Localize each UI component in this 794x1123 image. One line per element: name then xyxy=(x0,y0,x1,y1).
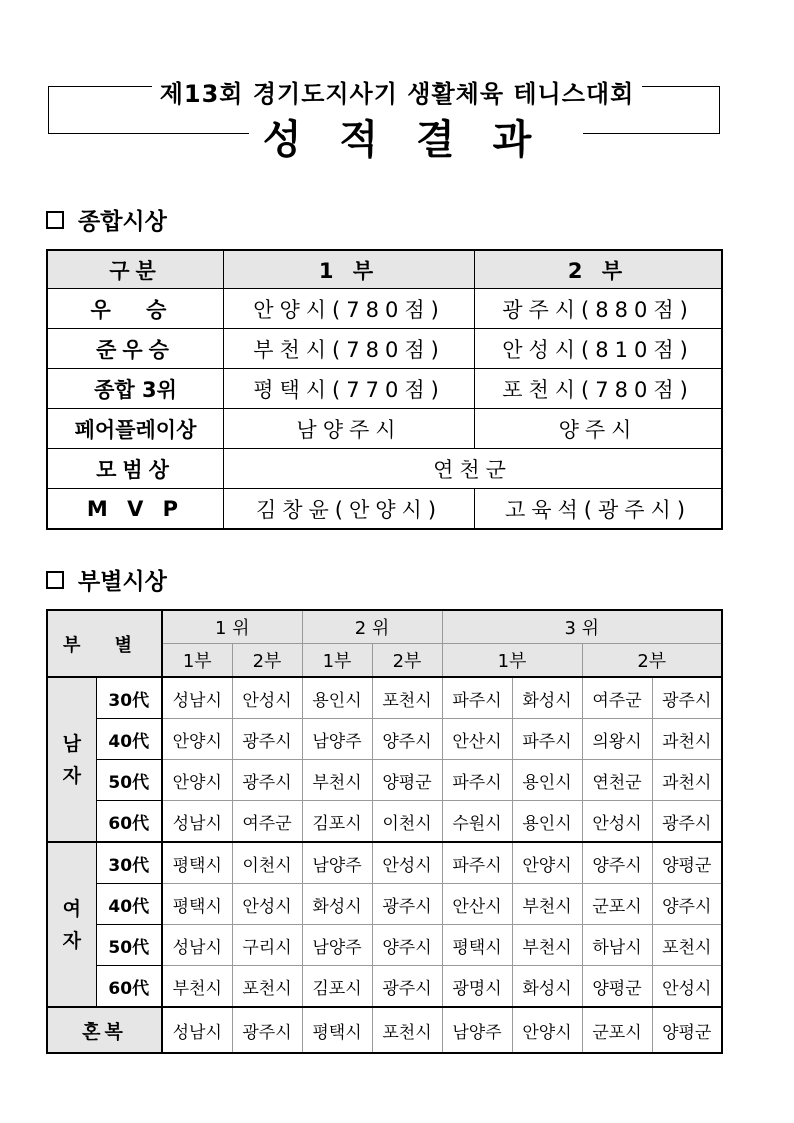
city-cell: 안성시 xyxy=(232,677,302,719)
city-cell: 광주시 xyxy=(232,760,302,801)
city-cell: 광주시 xyxy=(232,1007,302,1053)
group-label-char: 자 xyxy=(62,764,81,787)
mixed-section xyxy=(47,1007,722,1053)
city-cell: 하남시 xyxy=(582,925,652,966)
women-group-label xyxy=(47,842,96,1007)
cell-div1: 평택시(770점) xyxy=(224,369,475,409)
city-cell: 안산시 xyxy=(442,719,512,760)
city-cell: 남양주 xyxy=(442,1007,512,1053)
city-cell: 양주시 xyxy=(372,925,442,966)
city-cell: 안성시 xyxy=(372,842,442,884)
results-title: 성적결과 xyxy=(0,108,794,165)
cell-div1: 안양시(780점) xyxy=(224,289,475,329)
age-group-label: 40代 xyxy=(96,719,162,760)
rank-2-header: 2 위 xyxy=(302,610,442,644)
header-div2: 2 부 xyxy=(475,250,723,289)
cell-div1: 남양주시 xyxy=(224,409,475,449)
sub-header: 2부 xyxy=(582,644,722,678)
age-group-label: 60代 xyxy=(96,801,162,843)
city-cell: 양주시 xyxy=(582,842,652,884)
men-row xyxy=(47,719,722,760)
row-label: 모범상 xyxy=(47,449,224,489)
sub-header: 1부 xyxy=(302,644,372,678)
city-cell: 안성시 xyxy=(582,801,652,843)
city-cell: 과천시 xyxy=(652,760,722,801)
city-cell: 군포시 xyxy=(582,1007,652,1053)
mixed-label: 혼복 xyxy=(47,1007,162,1053)
city-cell: 포천시 xyxy=(232,966,302,1008)
age-group-label: 40代 xyxy=(96,884,162,925)
city-cell: 성남시 xyxy=(162,801,232,843)
age-group-label: 30代 xyxy=(96,677,162,719)
summary-row xyxy=(47,289,722,329)
women-row xyxy=(47,884,722,925)
city-cell: 안산시 xyxy=(442,884,512,925)
city-cell: 군포시 xyxy=(582,884,652,925)
cell-div2: 광주시(880점) xyxy=(475,289,723,329)
city-cell: 성남시 xyxy=(162,677,232,719)
city-cell: 김포시 xyxy=(302,966,372,1008)
sub-header: 2부 xyxy=(232,644,302,678)
city-cell: 여주군 xyxy=(232,801,302,843)
women-row xyxy=(47,966,722,1008)
city-cell: 용인시 xyxy=(512,801,582,843)
city-cell: 연천군 xyxy=(582,760,652,801)
cell-div1: 김창윤(안양시) xyxy=(224,489,475,530)
city-cell: 용인시 xyxy=(512,760,582,801)
age-group-label: 30代 xyxy=(96,842,162,884)
sub-header: 1부 xyxy=(162,644,232,678)
city-cell: 이천시 xyxy=(232,842,302,884)
summary-heading: 종합시상 xyxy=(46,203,167,236)
city-cell: 부천시 xyxy=(512,925,582,966)
city-cell: 평택시 xyxy=(162,884,232,925)
cell-merged: 연천군 xyxy=(224,449,723,489)
men-row xyxy=(47,801,722,843)
summary-row xyxy=(47,409,722,449)
division-heading: 부별시상 xyxy=(46,563,167,596)
city-cell: 포천시 xyxy=(372,1007,442,1053)
row-label: M V P xyxy=(47,489,224,530)
sub-header: 2부 xyxy=(372,644,442,678)
city-cell: 이천시 xyxy=(372,801,442,843)
checkbox-square-icon xyxy=(46,571,64,589)
city-cell: 안양시 xyxy=(512,842,582,884)
summary-row xyxy=(47,489,722,530)
group-label-char: 남 xyxy=(62,732,81,755)
group-label-char: 여 xyxy=(62,897,81,920)
cell-div2: 안성시(810점) xyxy=(475,329,723,369)
summary-row xyxy=(47,369,722,409)
city-cell: 평택시 xyxy=(162,842,232,884)
city-cell: 포천시 xyxy=(652,925,722,966)
cell-div1: 부천시(780점) xyxy=(224,329,475,369)
city-cell: 파주시 xyxy=(442,677,512,719)
city-cell: 남양주 xyxy=(302,719,372,760)
row-label: 종합 3위 xyxy=(47,369,224,409)
city-cell: 화성시 xyxy=(302,884,372,925)
city-cell: 화성시 xyxy=(512,677,582,719)
checkbox-square-icon xyxy=(46,211,64,229)
city-cell: 광주시 xyxy=(232,719,302,760)
header-category: 구분 xyxy=(47,250,224,289)
women-row xyxy=(47,925,722,966)
city-cell: 안성시 xyxy=(652,966,722,1008)
city-cell: 광주시 xyxy=(372,966,442,1008)
city-cell: 수원시 xyxy=(442,801,512,843)
summary-row xyxy=(47,329,722,369)
city-cell: 용인시 xyxy=(302,677,372,719)
city-cell: 파주시 xyxy=(512,719,582,760)
row-label: 준우승 xyxy=(47,329,224,369)
city-cell: 성남시 xyxy=(162,1007,232,1053)
cell-div2: 고육석(광주시) xyxy=(475,489,723,530)
city-cell: 부천시 xyxy=(512,884,582,925)
sub-header: 1부 xyxy=(442,644,582,678)
summary-table xyxy=(46,249,723,530)
mixed-row xyxy=(47,1007,722,1053)
rank-1-header: 1 위 xyxy=(162,610,302,644)
city-cell: 부천시 xyxy=(162,966,232,1008)
city-cell: 양주시 xyxy=(652,884,722,925)
city-cell: 성남시 xyxy=(162,925,232,966)
corner-label: 부 별 xyxy=(47,610,162,677)
city-cell: 광주시 xyxy=(652,801,722,843)
city-cell: 평택시 xyxy=(302,1007,372,1053)
city-cell: 김포시 xyxy=(302,801,372,843)
city-cell: 화성시 xyxy=(512,966,582,1008)
men-row xyxy=(47,677,722,719)
city-cell: 부천시 xyxy=(302,760,372,801)
city-cell: 남양주 xyxy=(302,842,372,884)
city-cell: 포천시 xyxy=(372,677,442,719)
city-cell: 평택시 xyxy=(442,925,512,966)
women-row xyxy=(47,842,722,884)
city-cell: 양평군 xyxy=(582,966,652,1008)
city-cell: 안성시 xyxy=(232,884,302,925)
city-cell: 양평군 xyxy=(652,842,722,884)
city-cell: 양평군 xyxy=(372,760,442,801)
city-cell: 광주시 xyxy=(372,884,442,925)
age-group-label: 50代 xyxy=(96,760,162,801)
women-section xyxy=(47,842,722,1007)
city-cell: 안양시 xyxy=(512,1007,582,1053)
rank-header-row xyxy=(47,610,722,644)
men-group-label xyxy=(47,677,96,842)
event-title: 제13회 경기도지사기 생활체육 테니스대회 xyxy=(0,74,794,109)
age-group-label: 50代 xyxy=(96,925,162,966)
row-label: 우 승 xyxy=(47,289,224,329)
men-section xyxy=(47,677,722,842)
city-cell: 양주시 xyxy=(372,719,442,760)
men-row xyxy=(47,760,722,801)
cell-div2: 포천시(780점) xyxy=(475,369,723,409)
city-cell: 남양주 xyxy=(302,925,372,966)
city-cell: 안양시 xyxy=(162,719,232,760)
city-cell: 구리시 xyxy=(232,925,302,966)
city-cell: 파주시 xyxy=(442,760,512,801)
row-label: 페어플레이상 xyxy=(47,409,224,449)
city-cell: 양평군 xyxy=(652,1007,722,1053)
city-cell: 광명시 xyxy=(442,966,512,1008)
city-cell: 의왕시 xyxy=(582,719,652,760)
header-div1: 1 부 xyxy=(224,250,475,289)
city-cell: 여주군 xyxy=(582,677,652,719)
group-label-char: 자 xyxy=(62,929,81,952)
summary-header-row xyxy=(47,250,722,289)
city-cell: 과천시 xyxy=(652,719,722,760)
division-table xyxy=(46,609,723,1054)
city-cell: 안양시 xyxy=(162,760,232,801)
age-group-label: 60代 xyxy=(96,966,162,1008)
cell-div2: 양주시 xyxy=(475,409,723,449)
city-cell: 파주시 xyxy=(442,842,512,884)
city-cell: 광주시 xyxy=(652,677,722,719)
summary-row xyxy=(47,449,722,489)
rank-3-header: 3 위 xyxy=(442,610,722,644)
